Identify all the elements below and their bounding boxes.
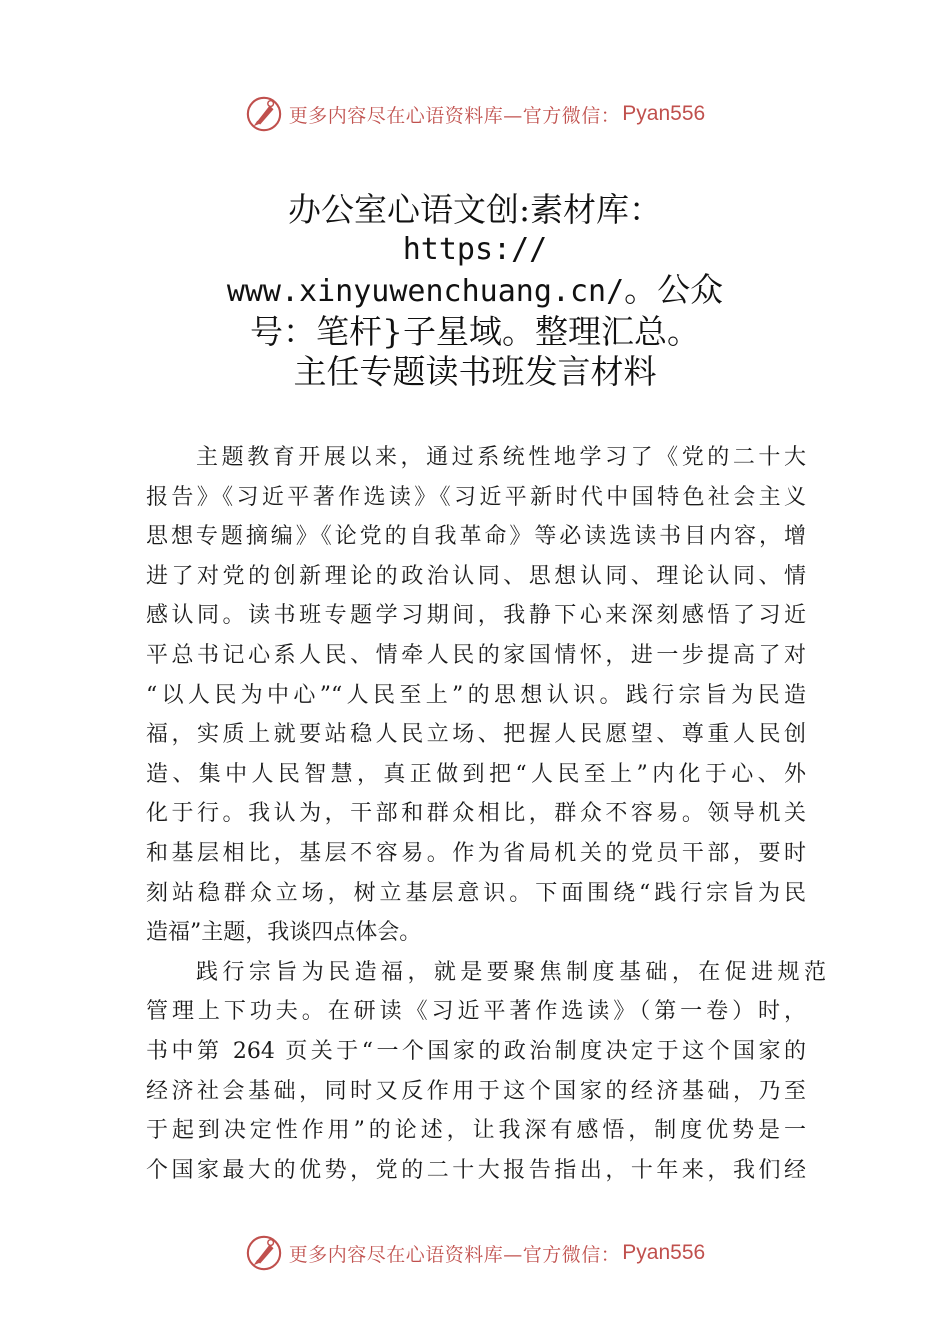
title-line: 主任专题读书班发言材料: [293, 352, 657, 391]
header-banner: [0, 92, 950, 136]
text-line: 经济社会基础，同时又反作用于这个国家的经济基础，乃至: [146, 1078, 806, 1104]
text-line: 报告》《习近平著作选读》《习近平新时代中国特色社会主义: [146, 484, 806, 510]
text-line: 管理上下功夫。在研读《习近平著作选读》（第一卷）时，: [146, 999, 806, 1025]
pen-nib-logo-icon: [245, 1234, 283, 1272]
footer-banner: [0, 1231, 950, 1275]
title-url-line: www.xinyuwenchuang.cn/。公众: [226, 270, 724, 309]
text-line: 造福”主题，我谈四点体会。: [146, 920, 422, 946]
text-line: 平总书记心系人民、情牵人民的家国情怀，进一步提高了对: [146, 642, 806, 668]
document-title: [140, 190, 810, 392]
text-line: “以人民为中心”“人民至上”的思想认识。践行宗旨为民造: [146, 682, 806, 708]
paragraph-2: [146, 953, 826, 1191]
text-line: 于起到决定性作用”的论述，让我深有感悟，制度优势是一: [146, 1118, 806, 1144]
banner-text: 更多内容尽在心语资料库—官方微信：: [288, 1243, 621, 1266]
wechat-id: Pyan556: [622, 102, 706, 125]
text-line: 感认同。读书班专题学习期间，我静下心来深刻感悟了习近: [146, 603, 806, 629]
wechat-id: Pyan556: [622, 1241, 706, 1264]
text-line: 主题教育开展以来，通过系统性地学习了《党的二十大: [196, 445, 806, 470]
title-line: 号：笔杆}子星域。整理汇总。: [250, 312, 700, 351]
paragraph-1: [146, 438, 806, 953]
title-url-line: https://: [402, 232, 548, 267]
title-line: 办公室心语文创:素材库：: [287, 190, 663, 229]
text-line: 个国家最大的优势，党的二十大报告指出，十年来，我们经: [146, 1157, 806, 1183]
text-line: 进了对党的创新理论的政治认同、思想认同、理论认同、情: [146, 563, 806, 589]
title-url-segment: www.xinyuwenchuang.cn/: [226, 274, 625, 309]
text-line: 践行宗旨为民造福，就是要聚焦制度基础，在促进规范: [196, 959, 826, 985]
document-body: [146, 438, 826, 1190]
pen-nib-logo-icon: [245, 95, 283, 133]
text-line: 书中第 264 页关于“一个国家的政治制度决定于这个国家的: [146, 1038, 806, 1064]
text-line: 化于行。我认为，干部和群众相比，群众不容易。领导机关: [146, 801, 806, 827]
text-line: 刻站稳群众立场，树立基层意识。下面围绕“践行宗旨为民: [146, 880, 806, 906]
text-line: 造、集中人民智慧，真正做到把“人民至上”内化于心、外: [146, 761, 806, 787]
text-line: 福，实质上就要站稳人民立场、把握人民愿望、尊重人民创: [146, 722, 806, 748]
text-line: 思想专题摘编》《论党的自我革命》等必读选读书目内容，增: [146, 524, 806, 550]
banner-text: 更多内容尽在心语资料库—官方微信：: [288, 104, 621, 127]
text-line: 和基层相比，基层不容易。作为省局机关的党员干部，要时: [146, 840, 806, 866]
